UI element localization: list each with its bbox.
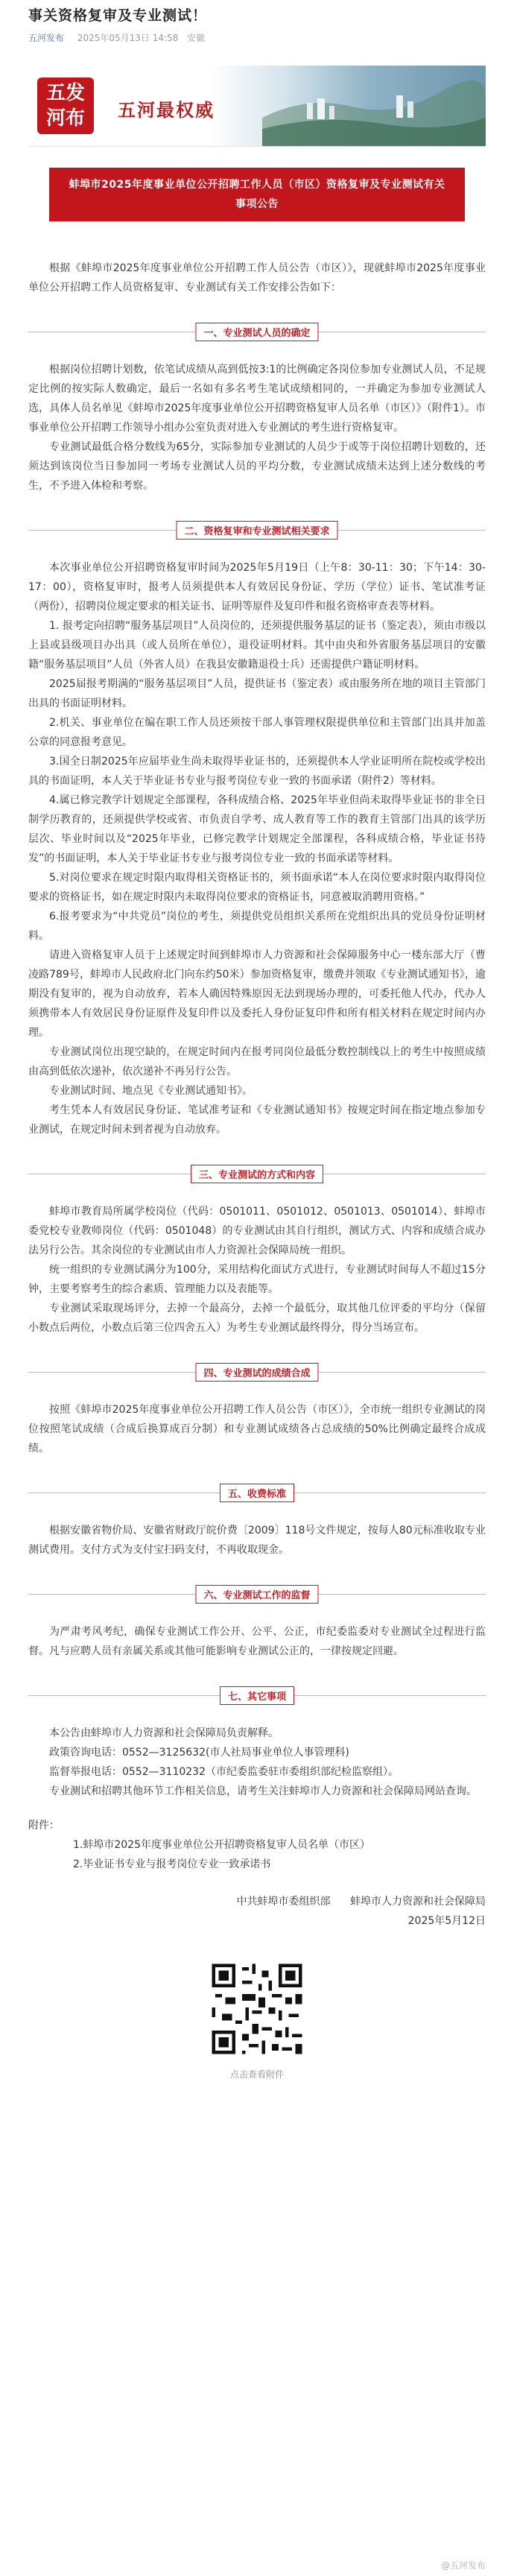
section-paragraph: 4.属已修完教学计划规定全部课程，各科成绩合格、2025年毕业但尚未取得毕业证书的非全日制学历教育的，还须提供学校或省、市负责自学考、成人教育等工作的教育主管部门出具的该学历层次、毕业时间以及“2025年毕业，已修完教学计划规定全部课程，各科成绩合格，毕业证书待发”的书面证明，本人关于毕业证书专业与报考岗位专业一致的书面承诺等材料。 [28, 794, 486, 864]
section-heading [28, 518, 486, 542]
section-paragraph: 蚌埠市教育局所属学校岗位（代码：0501011、0501012、0501013、0501014）、蚌埠市委党校专业教师岗位（代码：0501048）的专业测试由其自行组织，测试方式、内容和成绩合成办法另行公告。其余岗位的专业测试由市人力资源社会保障局统一组织。 [28, 1206, 486, 1256]
signature-org-2: 蚌埠市人力资源和社会保障局 [350, 1896, 486, 1908]
brand-banner [28, 66, 486, 147]
article-meta [28, 31, 486, 45]
section-paragraph: 考生凭本人有效居民身份证、笔试准考证和《专业测试通知书》按规定时间在指定地点参加专业测试，在规定时间未到者视为自动放弃。 [28, 1104, 486, 1136]
section-paragraph: 2.机关、事业单位在编在职工作人员还须按干部人事管理权限提供单位和主管部门出具并加盖公章的同意报考意见。 [28, 717, 486, 748]
section-paragraph: 2025届报考期满的“服务基层项目”人员，提供证书（鉴定表）或由服务所在地的项目主管部门出具的书面证明材料。 [28, 678, 486, 709]
section-heading-label: 一、专业测试人员的确定 [195, 323, 318, 341]
qr-code-block[interactable] [28, 1961, 486, 2080]
section-heading [28, 320, 486, 344]
attachments-block [28, 1816, 486, 1874]
account-name-link[interactable]: 五河发布 [28, 33, 65, 43]
intro-paragraph: 根据《蚌埠市2025年度事业单位公开招聘工作人员公告（市区）》，现就蚌埠市2025年度事业单位公开招聘工作人员资格复审、专业测试有关工作安排公告如下： [28, 262, 486, 294]
brand-slogan: 五河最权威 [118, 100, 215, 121]
section-heading-label: 二、资格复审和专业测试相关要求 [176, 521, 337, 539]
section-paragraph: 根据岗位招聘计划数，依笔试成绩从高到低按3:1的比例确定各岗位参加专业测试人员，不足规定比例的按实际人数确定，最后一名如有多名考生笔试成绩相同的，一并确定为参加专业测试人选，具体人员名单见《蚌埠市2025年度事业单位公开招聘资格复审人员名单（市区）》（附件1）。市事业单位公开招聘工作领导小组办公室负责对进入专业测试的考生进行资格复审。 [28, 364, 486, 434]
section-paragraph: 按照《蚌埠市2025年度事业单位公开招聘工作人员公告（市区）》，全市统一组织专业测试的岗位按照笔试成绩（合成后换算成百分制）和专业测试成绩各占总成绩的50%比例确定最终合成成绩。 [28, 1404, 486, 1455]
section-paragraph: 本公告由蚌埠市人力资源和社会保障局负责解释。 [49, 1727, 279, 1739]
attachment-item-2[interactable]: 2.毕业证书专业与报考岗位专业一致承诺书 [73, 1858, 271, 1870]
scenery-image [262, 66, 486, 146]
section-paragraph: 本次事业单位公开招聘资格复审时间为2025年5月19日（上午8：30-11：30；下午14：30-17：00），资格复审时，报考人员须提供本人有效居民身份证、学历（学位）证书、笔试准考证（两份），招聘岗位规定要求的相关证书、证明等原件及复印件和报名资格审查表等材料。 [28, 562, 486, 613]
section-paragraph: 专业测试最低合格分数线为65分，实际参加专业测试的人员少于或等于岗位招聘计划数的，还须达到该岗位当日参加同一考场专业测试人员的平均分数，专业测试成绩未达到上述分数线的考生，不予进入体检和考察。 [28, 441, 486, 492]
section-paragraph: 3.国全日制2025年应届毕业生尚未取得毕业证书的，还须提供本人学业证明所在院校或学校出具的书面证明，本人关于毕业证书专业与报考岗位专业一致的书面承诺（附件2）等材料。 [28, 756, 486, 787]
section-heading [28, 1162, 486, 1186]
section-paragraph: 请进入资格复审人员于上述规定时间到蚌埠市人力资源和社会保障服务中心一楼东部大厅（曹凌路789号，蚌埠市人民政府北门向东约50米）参加资格复审，缴费并领取《专业测试通知书》，逾期没有复审的，视为自动放弃，若本人确因特殊原因无法到现场办理的，可委托他人代办，代办人须携带本人有效居民身份证原件及复印件以及委托人身份证复印件和所有相关材料在规定时间内办理。 [28, 949, 486, 1039]
signature-orgs [28, 1892, 486, 1911]
section-paragraph: 政策咨询电话：0552—3125632(市人社局事业单位人事管理科) [49, 1747, 349, 1759]
section-heading [28, 1360, 486, 1384]
section-paragraph: 监督举报电话：0552—3110232（市纪委监委驻市委组织部纪检监察组）。 [49, 1766, 399, 1778]
seal-line-2: 河布 [45, 107, 85, 130]
section-paragraph: 专业测试和招聘其他环节工作相关信息，请考生关注蚌埠市人力资源和社会保障局网站查询。 [49, 1785, 477, 1797]
publish-time: 2025年05月13日 14:58 [77, 33, 179, 43]
notice-headline: 蚌埠市2025年度事业单位公开招聘工作人员（市区）资格复审及专业测试有关事项公告 [49, 168, 465, 221]
seal-line-1: 五发 [45, 82, 85, 104]
section-paragraph: 5.对岗位要求在规定时限内取得相关资格证书的，须书面承诺“本人在岗位要求时限内取得岗位要求的资格证书，如在规定时限内未取得岗位要求的资格证书，同意被取消聘用资格。” [28, 872, 486, 903]
qr-code-icon[interactable] [209, 1961, 305, 2057]
watermark: @五河发布 [440, 2560, 486, 2571]
logo-seal [37, 77, 94, 134]
section-paragraph: 根据安徽省物价局、安徽省财政厅皖价费〔2009〕118号文件规定，按每人80元标准收取专业测试费用。支付方式为支付宝扫码支付，不再收取现金。 [28, 1525, 486, 1556]
section-paragraph: 为严肃考风考纪，确保专业测试工作公开、公平、公正，市纪委监委对专业测试全过程进行监督。凡与应聘人员有亲属关系或其他可能影响专业测试公正的，一律按规定回避。 [28, 1626, 486, 1657]
section-heading [28, 1481, 486, 1504]
section-paragraph: 1. 报考定向招聘“服务基层项目”人员岗位的，还须提供服务基层的证书（鉴定表），须由市级以上县或县级项目办出具（或人员所在单位），退役证明材料。其中由央和外省服务基层项目的安徽籍“服务基层项目”人员（外省人员）在我县安徽籍退役士兵）还需提供户籍证明材料。 [28, 620, 486, 671]
attachment-item-1[interactable]: 1.蚌埠市2025年度事业单位公开招聘资格复审人员名单（市区） [73, 1839, 370, 1851]
section-heading-label: 五、收费标准 [220, 1484, 294, 1502]
section-paragraph: 6.报考要求为“中共党员”岗位的考生，须提供党员组织关系所在党组织出具的党员身份证明材料。 [28, 911, 486, 942]
signature-date: 2025年5月12日 [407, 1915, 486, 1927]
qr-caption: 点击查看附件 [229, 2069, 284, 2080]
signature-org-1: 中共蚌埠市委组织部 [236, 1896, 331, 1908]
section-heading-label: 六、专业测试工作的监督 [195, 1585, 318, 1604]
section-heading [28, 1582, 486, 1606]
article-title: 事关资格复审及专业测试！ [28, 7, 208, 24]
section-heading-label: 三、专业测试的方式和内容 [191, 1165, 323, 1183]
section-heading-label: 七、其它事项 [220, 1686, 294, 1705]
section-paragraph: 统一组织的专业测试满分为100分，采用结构化面试方式进行，专业测试时间每人不超过15分钟，主要考察考生的综合素质、管理能力以及表能等。 [28, 1264, 486, 1295]
section-heading-label: 四、专业测试的成绩合成 [195, 1363, 318, 1382]
attachments-label: 附件： [28, 1820, 60, 1832]
publish-location: 安徽 [187, 33, 206, 43]
section-paragraph: 专业测试采取现场评分，去掉一个最高分，去掉一个最低分，取其他几位评委的平均分（保留小数点后两位，小数点后第三位四舍五入）为考生专业测试最终得分，得分当场宣布。 [28, 1303, 486, 1334]
section-paragraph: 专业测试时间、地点见《专业测试通知书》。 [49, 1085, 253, 1097]
signature-block [28, 1892, 486, 1931]
notice-sections [28, 320, 486, 1801]
section-paragraph: 专业测试岗位出现空缺的，在规定时间内在报考同岗位最低分数控制线以上的考生中按照成绩由高到低依次递补，依次递补不再另行公告。 [28, 1046, 486, 1077]
section-heading [28, 1683, 486, 1707]
